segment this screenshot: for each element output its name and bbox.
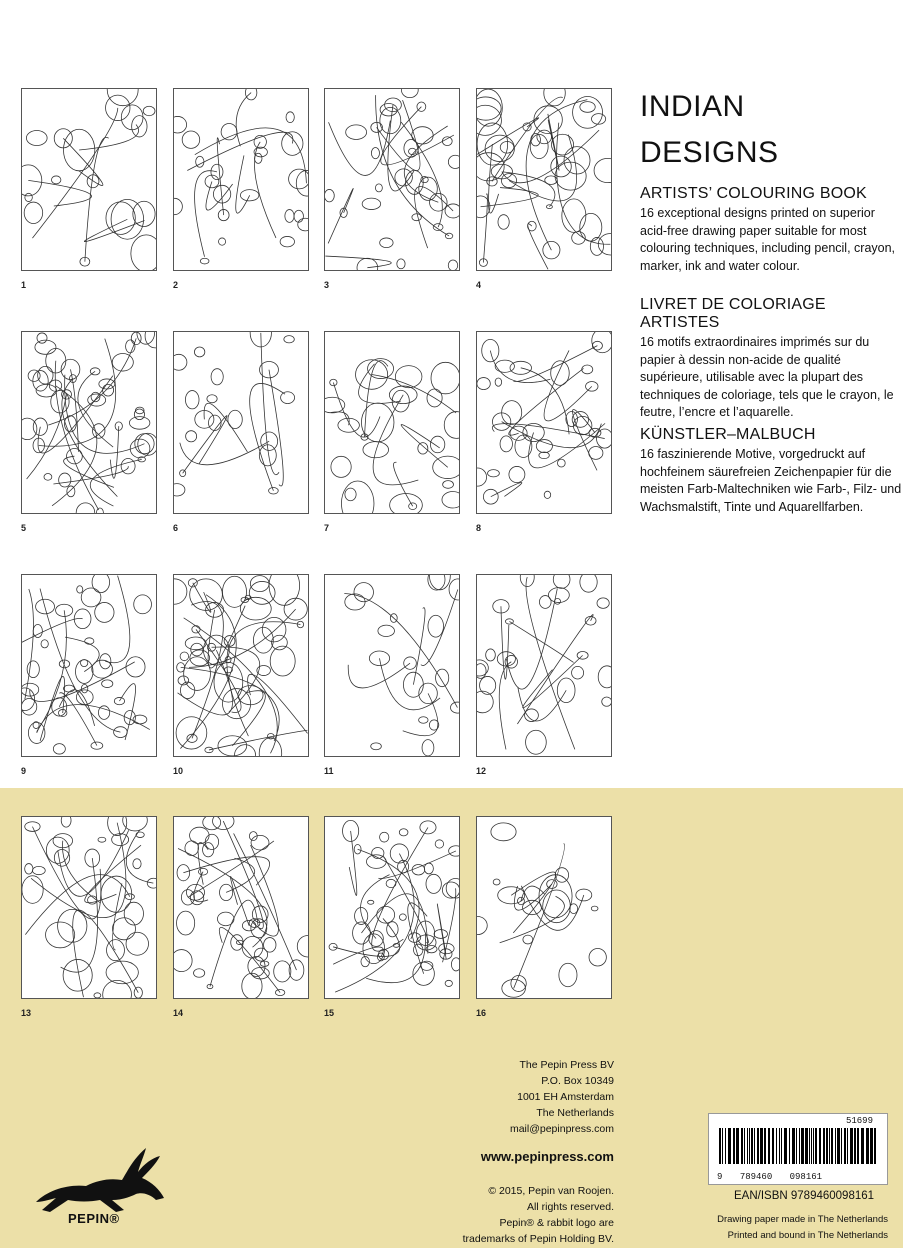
thumbnail-number: 13 <box>21 1008 32 1018</box>
dense-small-flowers-illustration <box>174 575 308 756</box>
thumbnail-number: 7 <box>324 523 330 533</box>
address-line: The Netherlands <box>536 1107 614 1119</box>
barcode-digits <box>717 1172 822 1182</box>
paisley-flower-bouquet-illustration <box>174 89 308 270</box>
thumbnail-medallion-with-border <box>476 88 612 271</box>
thumbnail-number: 9 <box>21 766 27 776</box>
thumbnail-oval-rosettes <box>173 331 309 514</box>
copyright-line: © 2015, Pepin van Roojen. <box>488 1185 614 1197</box>
thumbnail-number: 15 <box>324 1008 335 1018</box>
bordered-floral-panel-illustration <box>22 332 156 513</box>
barcode <box>708 1113 888 1185</box>
thumbnail-paisley-rows <box>21 574 157 757</box>
thumbnail-number: 8 <box>476 523 482 533</box>
isbn-number: EAN/ISBN 9789460098161 <box>734 1190 875 1202</box>
thumbnail-number: 1 <box>21 280 27 290</box>
thumbnail-dotted-motifs <box>476 816 612 999</box>
thumbnail-bordered-floral-panel <box>21 331 157 514</box>
thumbnail-number: 5 <box>21 523 27 533</box>
section-heading: LIVRET DE COLORIAGE ARTISTES <box>640 296 826 331</box>
printing-note <box>717 1212 888 1244</box>
printing-note-line: Printed and bound in The Netherlands <box>727 1230 888 1241</box>
barcode-digit-group: 789460 <box>739 1172 773 1182</box>
thumbnail-number: 16 <box>476 1008 487 1018</box>
thumbnail-floral-vine-pattern <box>21 88 157 271</box>
publisher-address <box>510 1057 614 1137</box>
thumbnail-number: 10 <box>173 766 184 776</box>
website-link[interactable]: www.pepinpress.com <box>480 1149 614 1164</box>
thumbnail-number: 3 <box>324 280 330 290</box>
thumbnail-dense-small-flowers <box>173 574 309 757</box>
address-line: P.O. Box 10349 <box>541 1075 614 1087</box>
paisley-rows-illustration <box>22 575 156 756</box>
copyright-line: Pepin® & rabbit logo are <box>499 1217 614 1229</box>
copyright-line: trademarks of Pepin Holding BV. <box>462 1233 614 1245</box>
thumbnail-large-paisley <box>324 331 460 514</box>
leaf-branch-outline-illustration <box>325 89 459 270</box>
address-line: 1001 EH Amsterdam <box>517 1091 614 1103</box>
oval-rosettes-illustration <box>174 332 308 513</box>
address-line: The Pepin Press BV <box>519 1059 614 1071</box>
rabbit-logo-icon <box>28 1140 173 1215</box>
email-link[interactable]: mail@pepinpress.com <box>509 1123 614 1135</box>
thumbnail-plant-sprigs <box>21 816 157 999</box>
barcode-digit-group: 098161 <box>789 1172 823 1182</box>
section-body: 16 exceptional designs printed on superior acid-free drawing paper suitable for most colouring techniques, including pencil, crayon, marker, ink and water colour. <box>640 206 896 273</box>
printing-note-line: Drawing paper made in The Netherlands <box>717 1214 888 1225</box>
copyright-notice <box>463 1183 614 1247</box>
section-english <box>640 185 902 275</box>
dense-floral-branches-illustration <box>477 575 611 756</box>
thumbnail-ogee-floral <box>324 816 460 999</box>
section-french <box>640 296 902 422</box>
thumbnail-dense-floral-branches <box>476 574 612 757</box>
section-body: 16 motifs extraordinaires imprimés sur du papier à dessin non-acide de qualité supérieure, utilisable avec la plupart des techniques de coloriage, tels que le crayon, le feutre, l’encre et l’aquarelle. <box>640 335 894 419</box>
copyright-line: All rights reserved. <box>527 1201 614 1213</box>
thumbnail-number: 2 <box>173 280 179 290</box>
section-heading: KÜNSTLER–MALBUCH <box>640 426 816 443</box>
book-title <box>640 84 779 176</box>
section-body: 16 faszinierende Motive, vorgedruckt auf hochfeinem säurefreien Zeichenpapier für die meisten Farb-Maltechniken wie Farb-, Filz- und Wachsmalstift, Tinte und Aquarellfarben. <box>640 447 902 514</box>
thumbnail-number: 11 <box>324 766 334 776</box>
thumbnail-number: 6 <box>173 523 179 533</box>
thumbnail-paisley-all-over <box>173 816 309 999</box>
thumbnail-paisley-flower-bouquet <box>173 88 309 271</box>
central-medallion-illustration <box>325 575 459 756</box>
publisher-logo-text: PEPIN® <box>68 1211 120 1226</box>
thumbnail-leaf-branch-outline <box>324 88 460 271</box>
thumbnail-number: 12 <box>476 766 487 776</box>
title-line-1: INDIAN <box>640 90 745 123</box>
thumbnail-central-medallion <box>324 574 460 757</box>
ogee-floral-illustration <box>325 817 459 998</box>
paisley-swirls-illustration <box>477 332 611 513</box>
floral-vine-pattern-illustration <box>22 89 156 270</box>
thumbnail-number: 14 <box>173 1008 184 1018</box>
dotted-motifs-illustration <box>477 817 611 998</box>
plant-sprigs-illustration <box>22 817 156 998</box>
barcode-digit-group: 9 <box>717 1172 723 1182</box>
barcode-price-code: 51699 <box>845 1116 873 1126</box>
large-paisley-illustration <box>325 332 459 513</box>
section-german <box>640 426 902 516</box>
thumbnail-paisley-swirls <box>476 331 612 514</box>
title-line-2: DESIGNS <box>640 136 779 169</box>
medallion-with-border-illustration <box>477 89 611 270</box>
thumbnail-number: 4 <box>476 280 482 290</box>
section-heading: ARTISTS’ COLOURING BOOK <box>640 185 867 202</box>
paisley-all-over-illustration <box>174 817 308 998</box>
